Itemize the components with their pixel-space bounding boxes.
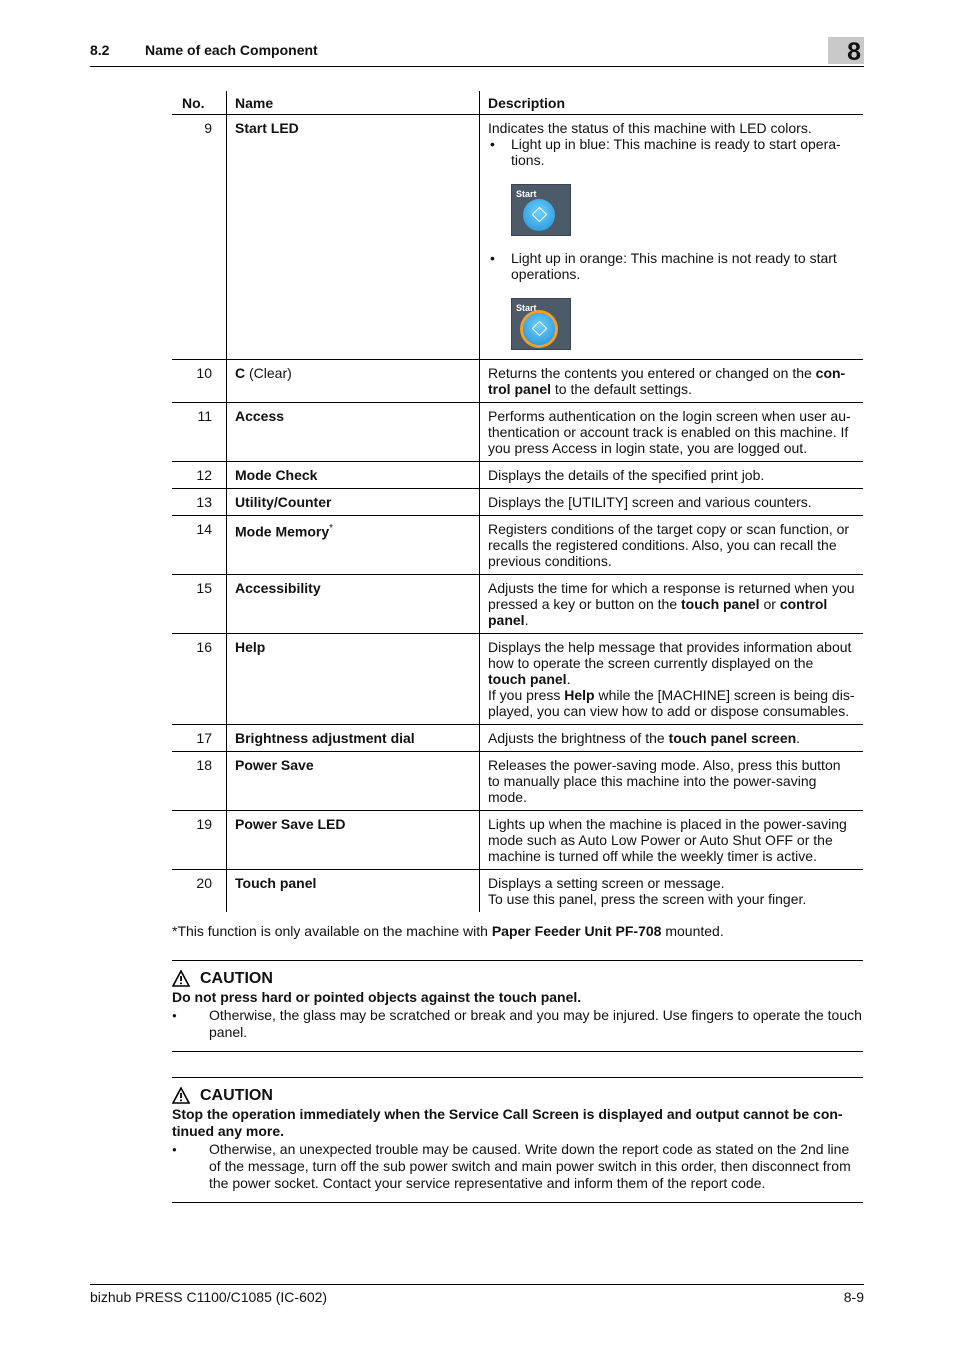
start-label: Start [516,189,537,199]
component-description [480,115,864,360]
caution-box [172,1077,863,1203]
product-name: bizhub PRESS C1100/C1085 (IC-602) [90,1289,328,1305]
row-number: 10 [172,360,227,403]
component-name: Utility/Counter [227,489,480,516]
component-name: Power Save [227,752,480,811]
table-header-row [172,91,863,115]
table-row [172,360,863,403]
component-description: Registers conditions of the target copy or scan function, or recalls the registered conditions. Also, you can recall the previous conditions. [480,516,864,575]
chapter-number-badge: 8 [828,37,864,64]
component-name: Mode Check [227,462,480,489]
caution-item: ● Otherwise, an unexpected trouble may be caused. Write down the report code as stated on the 2nd line of the message, turn off the sub power switch and main power switch in this order, then disconnect from the power socket. Contact your service representative and inform them of the report code. [172,1141,863,1192]
header-no: No. [172,91,227,115]
table-row [172,752,863,811]
page-header [90,40,864,67]
component-name [227,360,480,403]
bullet-item: • Light up in orange: This machine is not ready to start operations. [488,250,855,282]
warning-triangle-icon [172,1087,190,1104]
component-name: Mode Memory* [227,516,480,575]
start-label: Start [516,303,537,313]
table-row [172,403,863,462]
table-row [172,870,863,913]
component-table [172,91,863,912]
component-description: Adjusts the brightness of the touch panel screen. [480,725,864,752]
table-row [172,489,863,516]
table-row [172,634,863,725]
row-number: 19 [172,811,227,870]
row-number: 9 [172,115,227,360]
row-number: 11 [172,403,227,462]
table-row [172,725,863,752]
section-number: 8.2 [90,42,110,58]
bullet-item: • Light up in blue: This machine is ready to start opera-tions. [488,136,855,168]
component-description: Lights up when the machine is placed in the power-saving mode such as Auto Low Power or Auto Shut OFF or the machine is turned off while the weekly timer is active. [480,811,864,870]
component-name: Brightness adjustment dial [227,725,480,752]
table-row [172,811,863,870]
row-number: 18 [172,752,227,811]
caution-title: CAUTION [172,970,863,987]
name-bold: C [235,365,246,381]
caution-title: CAUTION [172,1087,863,1104]
row-number: 17 [172,725,227,752]
component-name: Start LED [227,115,480,360]
row-number: 15 [172,575,227,634]
start-button-blue-image [511,184,571,236]
component-description: Displays a setting screen or message. To use this panel, press the screen with your finger. [480,870,864,913]
table-row [172,462,863,489]
start-button-orange-image [511,298,571,350]
component-name: Power Save LED [227,811,480,870]
table-row [172,516,863,575]
description-line: Indicates the status of this machine with LED colors. [488,120,812,136]
row-number: 20 [172,870,227,913]
start-icon [523,313,555,345]
name-rest: (Clear) [245,365,292,381]
table-row [172,115,863,360]
component-name: Accessibility [227,575,480,634]
component-description: Adjusts the time for which a response is returned when you pressed a key or button on the touch panel or control panel. [480,575,864,634]
header-description: Description [480,91,864,115]
component-description: Releases the power-saving mode. Also, press this button to manually place this machine into the power-saving mode. [480,752,864,811]
page-number: 8-9 [843,1289,864,1305]
row-number: 13 [172,489,227,516]
header-name: Name [227,91,480,115]
row-number: 12 [172,462,227,489]
footnote: *This function is only available on the machine with Paper Feeder Unit PF-708 mounted. [172,923,724,939]
component-name: Touch panel [227,870,480,913]
component-name: Help [227,634,480,725]
start-icon [523,199,555,231]
table-row [172,575,863,634]
row-number: 14 [172,516,227,575]
page-footer [90,1284,864,1305]
component-description: Displays the help message that provides information about how to operate the screen currently displayed on the touch panel. If you press Help while the [MACHINE] screen is being dis-played, you can view how to add or dispose consumables. [480,634,864,725]
row-number: 16 [172,634,227,725]
component-description: Displays the details of the specified print job. [480,462,864,489]
component-description: Performs authentication on the login screen when user au-thentication or account track is enabled on this machine. If you press Access in login state, you are logged out. [480,403,864,462]
caution-item: ● Otherwise, the glass may be scratched or break and you may be injured. Use fingers to operate the touch panel. [172,1007,863,1041]
component-name: Access [227,403,480,462]
caution-box [172,960,863,1052]
section-title: Name of each Component [145,42,318,58]
component-description: Displays the [UTILITY] screen and various counters. [480,489,864,516]
caution-lead: Do not press hard or pointed objects against the touch panel. [172,989,582,1005]
component-description: Returns the contents you entered or changed on the con-trol panel to the default settings. [480,360,864,403]
caution-lead: Stop the operation immediately when the Service Call Screen is displayed and output cannot be con-tinued any more. [172,1106,843,1139]
warning-triangle-icon [172,970,190,987]
